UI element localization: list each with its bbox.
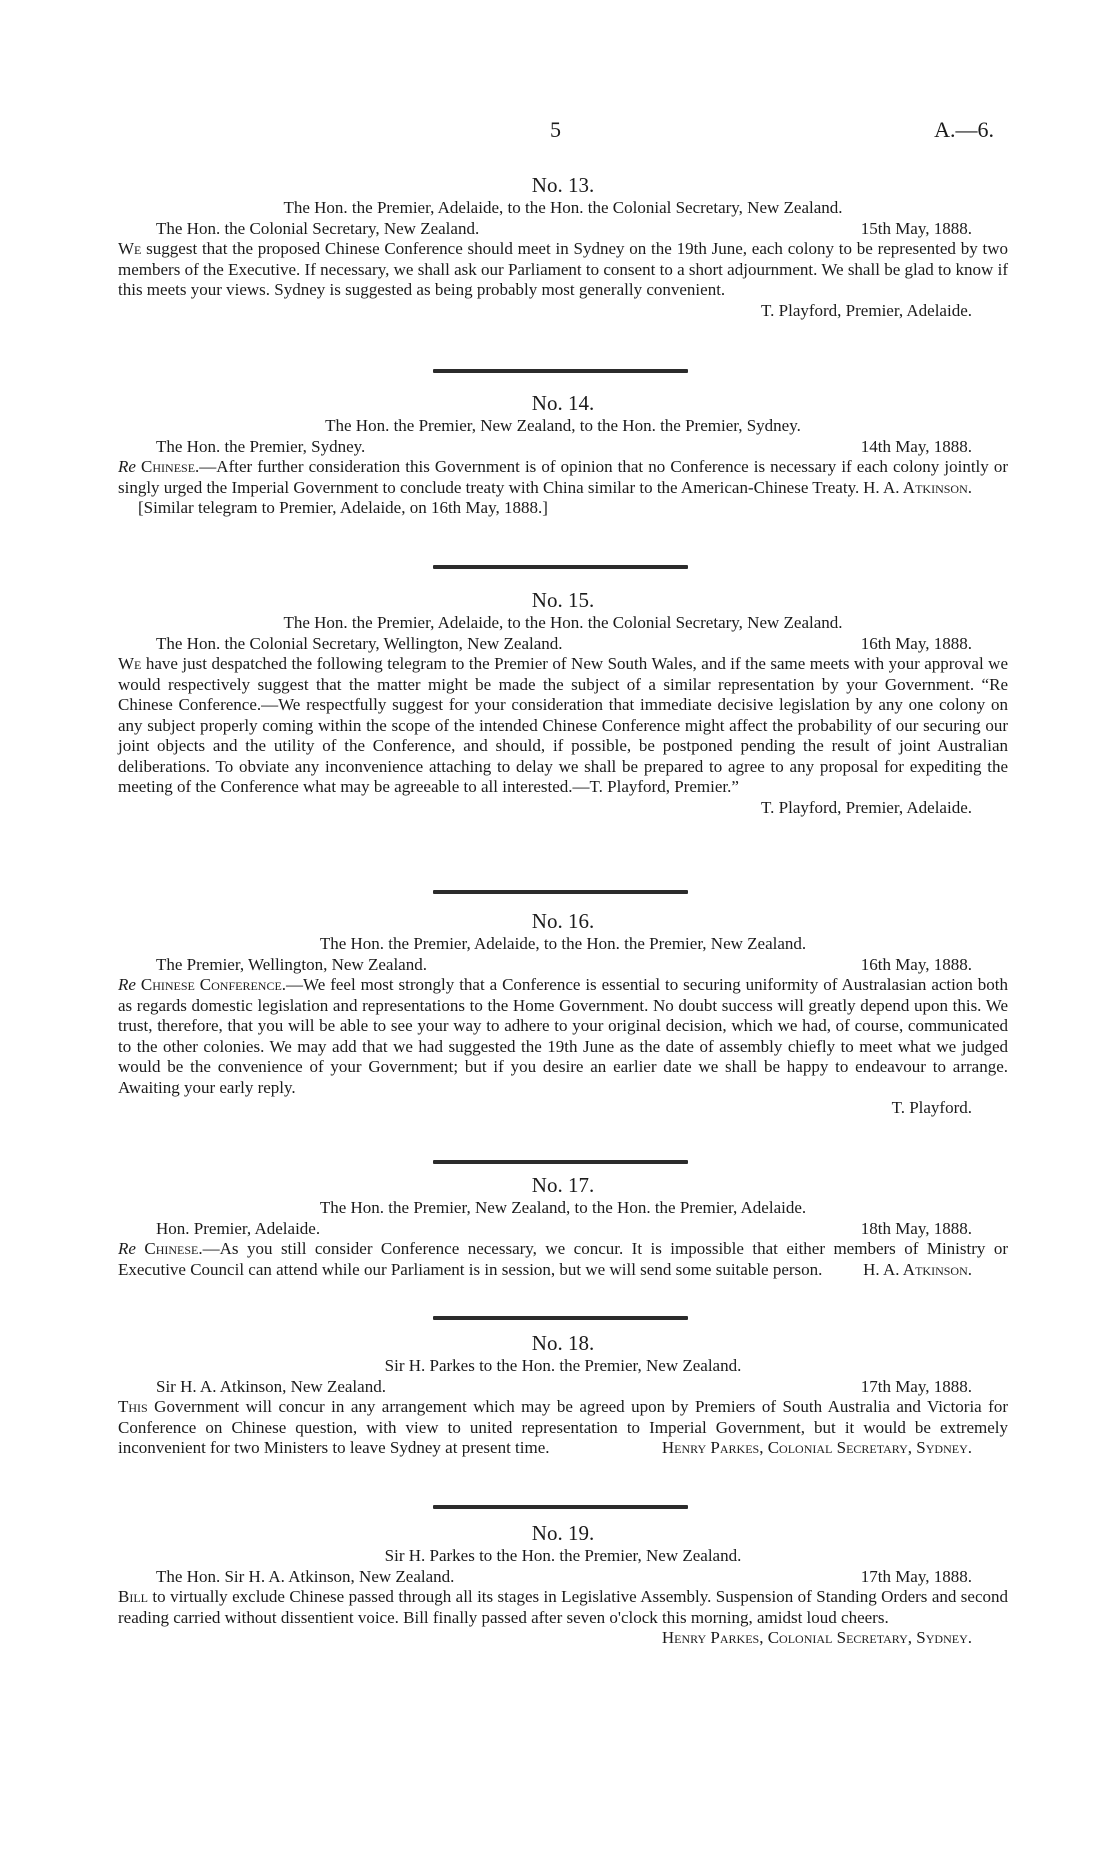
address-line xyxy=(118,1567,1008,1588)
signature: T. Playford, Premier, Adelaide. xyxy=(761,300,972,320)
message-text: Government will concur in any arrangement which may be agreed upon by Premiers of South Australia and Victoria for Conference on Chinese question, with view to united representation to Imperial Government, but it would be extremely inconvenient for two Ministers to leave Sydney at present time. xyxy=(118,1397,1008,1457)
section-divider xyxy=(433,1505,688,1509)
addressee: The Premier, Wellington, New Zealand. xyxy=(156,954,427,974)
address-line xyxy=(118,955,1008,976)
address-line xyxy=(118,1377,1008,1398)
addressee: The Hon. the Colonial Secretary, New Zealand. xyxy=(156,218,480,238)
section-divider xyxy=(433,565,688,569)
lead-word: Chinese. xyxy=(141,457,200,476)
date: 14th May, 1888. xyxy=(860,436,972,456)
lead-italic: Re xyxy=(118,1239,136,1258)
addressee: The Hon. the Colonial Secretary, Wellington, New Zealand. xyxy=(156,633,563,653)
section-route: Sir H. Parkes to the Hon. the Premier, New Zealand. xyxy=(384,1546,742,1565)
section-no-17 xyxy=(118,1172,1008,1280)
date: 15th May, 1888. xyxy=(860,218,972,238)
message-body xyxy=(118,1239,1008,1280)
date: 17th May, 1888. xyxy=(860,1566,972,1586)
section-no-14 xyxy=(118,390,1008,519)
addressee: The Hon. Sir H. A. Atkinson, New Zealand. xyxy=(156,1566,455,1586)
signature: T. Playford. xyxy=(891,1098,972,1117)
message-body xyxy=(118,239,1008,301)
addressee: Hon. Premier, Adelaide. xyxy=(156,1218,321,1238)
address-line xyxy=(118,437,1008,458)
message-body xyxy=(118,975,1008,1098)
addressee: Sir H. A. Atkinson, New Zealand. xyxy=(156,1376,386,1396)
message-body xyxy=(118,457,1008,498)
address-line xyxy=(118,219,1008,240)
lead-word: Chinese. xyxy=(144,1239,203,1258)
section-divider xyxy=(433,1160,688,1164)
lead-word: Chinese Conference. xyxy=(140,975,287,994)
message-text: —We feel most strongly that a Conference is essential to securing uniformity of Australasian action both as regards domestic legislation and representations to the Home Government. No doubt success will greatly depend upon this. We trust, therefore, that you will be able to see your way to adhere to your original decision, which we had, of course, communicated to the other colonies. We may add that we had suggested the 19th June as the date of assembly chiefly to meet what we judged would be the convenience of your Government; but if you desire an earlier date we shall be happy to endeavour to arrange. Awaiting your early reply. xyxy=(118,975,1009,1097)
section-title: No. 13. xyxy=(531,173,595,197)
editorial-note: [Similar telegram to Premier, Adelaide, on 16th May, 1888.] xyxy=(138,498,548,517)
section-route: The Hon. the Premier, Adelaide, to the Hon. the Colonial Secretary, New Zealand. xyxy=(283,613,843,632)
message-text: suggest that the proposed Chinese Conference should meet in Sydney on the 19th June, each colony to be represented by two members of the Executive. If necessary, we shall ask our Parliament to consent to a short adjournment. We shall be glad to know if this meets your views. Sydney is suggested as being probably most generally convenient. xyxy=(118,239,1008,299)
section-route: The Hon. the Premier, Adelaide, to the Hon. the Premier, New Zealand. xyxy=(319,934,807,953)
section-title: No. 14. xyxy=(531,391,595,415)
section-divider xyxy=(433,890,688,894)
section-divider xyxy=(433,1316,688,1320)
lead-italic: Re xyxy=(118,457,136,476)
section-no-19 xyxy=(118,1520,1008,1649)
section-no-13 xyxy=(118,172,1008,321)
message-text: have just despatched the following telegram to the Premier of New South Wales, and if the same meets with your approval we would respectively suggest that the matter might be made the subject of a similar representation by your Government. “Re Chinese Conference.—We respectfully suggest for your consideration that immediate decisive legislation by any one colony on any subject properly coming within the scope of the intended Chinese Conference might affect the probability of our securing our joint objects and the utility of the Conference, and should, if possible, be postponed pending the result of joint Australian deliberations. To obviate any inconvenience attaching to delay we shall be prepared to agree to any proposal for expediting the meeting of the Conference what may be agreeable to all interested.—T. Playford, Premier.” xyxy=(118,654,1008,796)
section-divider xyxy=(433,369,688,373)
section-title: No. 16. xyxy=(531,909,595,933)
lead-word: We xyxy=(118,239,142,258)
page-number: 5 xyxy=(550,117,561,142)
date: 17th May, 1888. xyxy=(860,1376,972,1396)
message-text: —As you still consider Conference necessary, we concur. It is impossible that either members of Ministry or Executive Council can attend while our Parliament is in session, but we will send some suitable person. xyxy=(118,1239,1008,1279)
signature: H. A. Atkinson. xyxy=(863,477,972,497)
section-route: The Hon. the Premier, New Zealand, to the Hon. the Premier, Sydney. xyxy=(325,416,801,435)
signature: Henry Parkes, Colonial Secretary, Sydney. xyxy=(661,1438,972,1457)
section-no-18 xyxy=(118,1330,1008,1459)
signature: T. Playford, Premier, Adelaide. xyxy=(761,797,972,817)
section-no-15 xyxy=(118,587,1008,818)
message-body xyxy=(118,654,1008,798)
document-reference: A.—6. xyxy=(934,117,994,142)
section-title: No. 18. xyxy=(531,1331,595,1355)
section-title: No. 15. xyxy=(531,588,595,612)
date: 18th May, 1888. xyxy=(860,1218,972,1238)
address-line xyxy=(118,634,1008,655)
lead-word: This xyxy=(118,1397,148,1416)
message-text: —After further consideration this Government is of opinion that no Conference is necessary if each colony jointly or singly urged the Imperial Government to conclude treaty with China similar to the American-Chinese Treaty. xyxy=(118,457,1009,497)
address-line xyxy=(118,1219,1008,1240)
section-no-16 xyxy=(118,908,1008,1119)
addressee: The Hon. the Premier, Sydney. xyxy=(156,436,366,456)
date: 16th May, 1888. xyxy=(860,633,972,653)
lead-word: We xyxy=(118,654,142,673)
signature: Henry Parkes, Colonial Secretary, Sydney. xyxy=(661,1628,972,1647)
section-route: The Hon. the Premier, Adelaide, to the Hon. the Colonial Secretary, New Zealand. xyxy=(283,198,843,217)
section-title: No. 17. xyxy=(531,1173,595,1197)
message-body xyxy=(118,1587,1008,1628)
message-text: to virtually exclude Chinese passed through all its stages in Legislative Assembly. Suspension of Standing Orders and second reading carried without dissentient voice. Bill finally passed after seven o'clock this morning, amidst loud cheers. xyxy=(118,1587,1008,1627)
lead-italic: Re xyxy=(118,975,136,994)
date: 16th May, 1888. xyxy=(860,954,972,974)
lead-word: Bill xyxy=(118,1587,148,1606)
signature: H. A. Atkinson. xyxy=(863,1259,972,1279)
section-route: Sir H. Parkes to the Hon. the Premier, New Zealand. xyxy=(384,1356,742,1375)
section-route: The Hon. the Premier, New Zealand, to the Hon. the Premier, Adelaide. xyxy=(319,1198,807,1217)
message-body xyxy=(118,1397,1008,1459)
section-title: No. 19. xyxy=(531,1521,595,1545)
